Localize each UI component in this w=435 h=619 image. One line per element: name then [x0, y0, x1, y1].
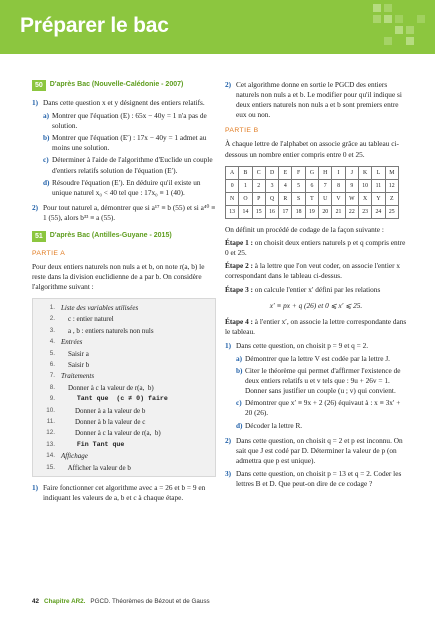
subquestion	[236, 421, 407, 431]
procedure-intro: On définit un procédé de codage de la façon suivante :	[225, 225, 384, 235]
algorithm-line-text: Traitements	[61, 372, 95, 381]
decor-square	[384, 37, 392, 45]
table-cell: 2	[252, 179, 265, 192]
table-row	[226, 166, 399, 179]
step-text: à l'entier x′, on associe la lettre correspondante dans le tableau.	[225, 316, 407, 336]
subquestion-letter: d)	[236, 420, 243, 430]
question-text: Faire fonctionner cet algorithme avec a = 26 et b = 9 en indiquant les valeurs de a, b et c à chaque étape.	[43, 483, 206, 503]
question-text: Pour tout naturel a, démontrer que si a¹⁷ ≡ b (55) et si a⁴⁰ ≡ 1 (55), alors b³³ ≡ a (55).	[43, 202, 216, 222]
subquestion-letter: c)	[236, 398, 242, 408]
table-cell: D	[265, 166, 278, 179]
table-cell: G	[305, 166, 318, 179]
table-cell: J	[345, 166, 358, 179]
table-cell: U	[319, 192, 332, 205]
exercise-51-header	[32, 231, 216, 242]
left-column	[32, 80, 216, 506]
table-cell: 6	[305, 179, 318, 192]
subquestion	[43, 111, 216, 131]
table-cell: E	[279, 166, 292, 179]
table-cell: 16	[265, 205, 278, 218]
algorithm-line-text: Saisir a	[61, 349, 89, 358]
algorithm-line-number: 4.	[49, 338, 55, 346]
table-cell: 15	[252, 205, 265, 218]
table-cell: 11	[372, 179, 385, 192]
exercise-source: D'après Bac (Nouvelle-Calédonie - 2007)	[49, 81, 184, 89]
algorithm-line-number: 12.	[46, 429, 55, 437]
step-text: on calcule l'entier x′ défini par les relations	[252, 284, 381, 294]
subquestion-text: Décoder la lettre R.	[245, 420, 303, 430]
table-cell: 24	[372, 205, 385, 218]
step-4	[225, 317, 407, 337]
question-text: Dans cette question, on choisit q = 2 et p est inconnu. On sait que J est codé par D. Déterminer la valeur de p (on admettra que p est unique).	[236, 435, 403, 465]
subquestion	[236, 366, 407, 396]
subquestion	[43, 133, 216, 153]
subquestion	[236, 398, 407, 418]
algorithm-line-number: 1.	[49, 304, 55, 312]
algorithm-line	[33, 371, 215, 382]
subquestion-letter: d)	[43, 177, 50, 187]
subquestion-text: Citer le théorème qui permet d'affirmer l'existence de deux entiers relatifs u et v tels que : 9u + 26v = 1. Donner sans justifier un couple (u ; v) qui convient.	[245, 366, 401, 396]
step-label: Étape 3 :	[225, 284, 253, 294]
algorithm-line-text: Afficher la valeur de b	[61, 463, 131, 472]
part-a-heading: PARTIE A	[32, 250, 66, 258]
algorithm-line-text: Fin Tant que	[61, 440, 125, 448]
chapter-title: PGCD. Théorèmes de Bézout et de Gauss	[90, 598, 210, 605]
table-cell: 8	[332, 179, 345, 192]
algorithm-line-text: Donner à c la valeur de r(a, b)	[61, 383, 154, 392]
step-text: on choisit deux entiers naturels p et q compris entre 0 et 25.	[225, 238, 406, 258]
question-number: 1)	[32, 98, 39, 107]
table-cell: K	[358, 166, 371, 179]
table-cell: 23	[358, 205, 371, 218]
table-cell: Q	[265, 192, 278, 205]
table-cell: I	[332, 166, 345, 179]
algorithm-line-number: 13.	[46, 440, 55, 448]
algorithm-line	[33, 405, 215, 416]
table-row	[226, 192, 399, 205]
table-cell: 3	[265, 179, 278, 192]
table-cell: 9	[345, 179, 358, 192]
table-cell: Y	[372, 192, 385, 205]
decor-square	[406, 26, 414, 34]
algorithm-line	[33, 348, 215, 359]
subquestion-letter: b)	[43, 133, 50, 143]
algorithm-line-number: 5.	[49, 349, 55, 357]
algorithm-line-text: Liste des variables utilisées	[61, 304, 139, 313]
question	[225, 80, 407, 120]
step-3	[225, 285, 407, 295]
algorithm-line	[33, 450, 215, 461]
part-b-heading: PARTIE B	[225, 127, 259, 135]
algorithm-line-text: a , b : entiers naturels non nuls	[61, 326, 154, 335]
table-cell: L	[372, 166, 385, 179]
algorithm-line-number: 10.	[46, 406, 55, 414]
step-2	[225, 261, 407, 281]
decor-square	[384, 15, 392, 23]
algorithm-line-text: Donner à b la valeur de c	[61, 417, 146, 426]
table-cell: R	[279, 192, 292, 205]
decor-square	[406, 37, 414, 45]
decor-square	[373, 15, 381, 23]
decor-square	[395, 26, 403, 34]
algorithm-line	[33, 337, 215, 348]
table-cell: 25	[385, 205, 398, 218]
subquestion-letter: c)	[43, 155, 49, 165]
alphabet-table	[225, 166, 399, 219]
subquestion	[43, 155, 216, 175]
step-label: Étape 1 :	[225, 238, 253, 248]
table-cell: 22	[345, 205, 358, 218]
algorithm-line	[33, 325, 215, 336]
question-text: Dans cette question, on choisit p = 9 et q = 2.	[236, 340, 369, 350]
question-text: Dans cette question, on choisit p = 13 et q = 2. Coder les lettres B et D. Que peut-on dire de ce codage ?	[236, 468, 402, 488]
page-title: Préparer le bac	[20, 14, 169, 37]
table-cell: P	[252, 192, 265, 205]
decor-square	[373, 4, 381, 12]
table-cell: 12	[385, 179, 398, 192]
algorithm-line-text: c : entier naturel	[61, 315, 114, 324]
table-cell: 21	[332, 205, 345, 218]
table-cell: 17	[279, 205, 292, 218]
subquestion-letter: b)	[236, 366, 243, 376]
table-cell: 10	[358, 179, 371, 192]
table-cell: W	[345, 192, 358, 205]
page-number: 42	[32, 598, 40, 605]
algorithm-line-text: Entrées	[61, 338, 83, 347]
table-cell: N	[226, 192, 239, 205]
right-column	[225, 80, 407, 492]
question-text: Dans cette question x et y désignent des entiers relatifs.	[43, 98, 205, 107]
table-cell: T	[305, 192, 318, 205]
table-cell: S	[292, 192, 305, 205]
header-banner	[0, 0, 435, 54]
table-cell: A	[226, 166, 239, 179]
question-number: 2)	[225, 435, 232, 445]
table-cell: 7	[319, 179, 332, 192]
table-cell: V	[332, 192, 345, 205]
algorithm-line-number: 8.	[49, 383, 55, 391]
table-cell: 18	[292, 205, 305, 218]
algorithm-line	[33, 314, 215, 325]
subquestion	[236, 354, 407, 364]
chapter-label: Chapitre AR2.	[44, 598, 86, 605]
step-label: Étape 2 :	[225, 261, 253, 271]
subquestion-text: Résoudre l'équation (E′). En déduire qu'il existe un unique naturel x₀ < 40 tel que : 17x₀ ≡ 1 (40).	[52, 177, 201, 197]
algorithm-line	[33, 394, 215, 405]
table-row	[226, 179, 399, 192]
table-cell: 1	[239, 179, 252, 192]
subquestion-text: Démontrer que la lettre V est codée par la lettre J.	[245, 353, 391, 363]
table-cell: F	[292, 166, 305, 179]
algorithm-line-number: 14.	[46, 452, 55, 460]
table-cell: 5	[292, 179, 305, 192]
algorithm-line	[33, 462, 215, 473]
subquestion-text: Montrer que l'équation (E) : 65x − 40y = 1 n'a pas de solution.	[52, 111, 207, 131]
question	[225, 436, 407, 466]
algorithm-line-number: 6.	[49, 361, 55, 368]
question-number: 2)	[32, 202, 39, 212]
page-footer	[32, 598, 210, 605]
step-1	[225, 238, 407, 258]
table-cell: Z	[385, 192, 398, 205]
algorithm-line-number: 3.	[49, 326, 55, 334]
exercise-50-header	[32, 80, 216, 91]
algorithm-line	[33, 302, 215, 313]
table-cell: M	[385, 166, 398, 179]
table-cell: 19	[305, 205, 318, 218]
subquestion-text: Démontrer que x′ ≡ 9x + 2 (26) équivaut à : x ≡ 3x′ + 20 (26).	[245, 398, 401, 418]
decor-square	[395, 15, 403, 23]
table-cell: 4	[279, 179, 292, 192]
subquestion	[43, 178, 216, 198]
algorithm-line	[33, 416, 215, 427]
step-text: à la lettre que l'on veut coder, on associe l'entier x correspondant dans le tableau ci-dessus.	[225, 261, 400, 281]
subquestion-text: Montrer que l'équation (E′) : 17x − 40y = 1 admet au moins une solution.	[52, 133, 207, 153]
exercise-source: D'après Bac (Antilles-Guyane - 2015)	[49, 232, 172, 240]
question-number: 2)	[225, 80, 232, 89]
algorithm-line-number: 15.	[46, 463, 55, 471]
algorithm-line-text: Donner à c la valeur de r(a, b)	[61, 429, 161, 438]
subquestion-letter: a)	[43, 111, 50, 121]
table-cell: 13	[226, 205, 239, 218]
part-a-intro: Pour deux entiers naturels non nuls a et b, on note r(a, b) le reste dans la division euclidienne de a par b. On considère l'algorithme suivant :	[32, 262, 205, 292]
algorithm-line-text: Tant que (c ≠ 0) faire	[61, 395, 168, 403]
algorithm-line-text: Saisir b	[61, 361, 90, 369]
subquestion-letter: a)	[236, 353, 243, 363]
algorithm-line-number: 9.	[49, 395, 55, 403]
table-cell: 0	[226, 179, 239, 192]
question	[32, 203, 216, 223]
exercise-number: 50	[32, 80, 46, 91]
algorithm-line-text: Donner à a la valeur de b	[61, 406, 146, 415]
decor-square	[384, 4, 392, 12]
question-number: 1)	[32, 483, 39, 493]
table-cell: X	[358, 192, 371, 205]
algorithm-line	[33, 359, 215, 370]
exercise-number: 51	[32, 231, 46, 242]
question	[225, 341, 407, 433]
part-b-intro: À chaque lettre de l'alphabet on associe grâce au tableau ci-dessous un nombre entier compris entre 0 et 25.	[225, 139, 399, 159]
algorithm-line	[33, 428, 215, 439]
algorithm-line	[33, 382, 215, 393]
question-number: 1)	[225, 340, 232, 350]
question	[225, 469, 407, 489]
algorithm-line-number: 7.	[49, 372, 55, 380]
algorithm-line-number: 11.	[46, 417, 55, 425]
algorithm-line-number: 2.	[49, 315, 55, 323]
table-cell: 20	[319, 205, 332, 218]
step-label: Étape 4 :	[225, 316, 253, 326]
table-cell: B	[239, 166, 252, 179]
question	[32, 98, 216, 200]
table-row	[226, 205, 399, 218]
table-cell: C	[252, 166, 265, 179]
congruence-formula: x′ ≡ px + q (26) et 0 ⩽ x′ ⩽ 25.	[269, 300, 363, 310]
question-number: 3)	[225, 468, 232, 478]
question	[32, 483, 216, 503]
decor-square	[417, 15, 425, 23]
table-cell: 14	[239, 205, 252, 218]
subquestion-text: Déterminer à l'aide de l'algorithme d'Euclide un couple d'entiers relatifs solution de l'équation (E′).	[52, 155, 213, 175]
question-text: Cet algorithme donne en sortie le PGCD des entiers naturels non nuls a et b. Le modifier pour qu'il indique si deux entiers naturels non nuls a et b sont premiers entre eux ou non.	[236, 80, 402, 120]
table-cell: H	[319, 166, 332, 179]
algorithm-box	[32, 298, 216, 477]
algorithm-line	[33, 439, 215, 450]
algorithm-line-text: Affichage	[61, 452, 88, 461]
table-cell: O	[239, 192, 252, 205]
